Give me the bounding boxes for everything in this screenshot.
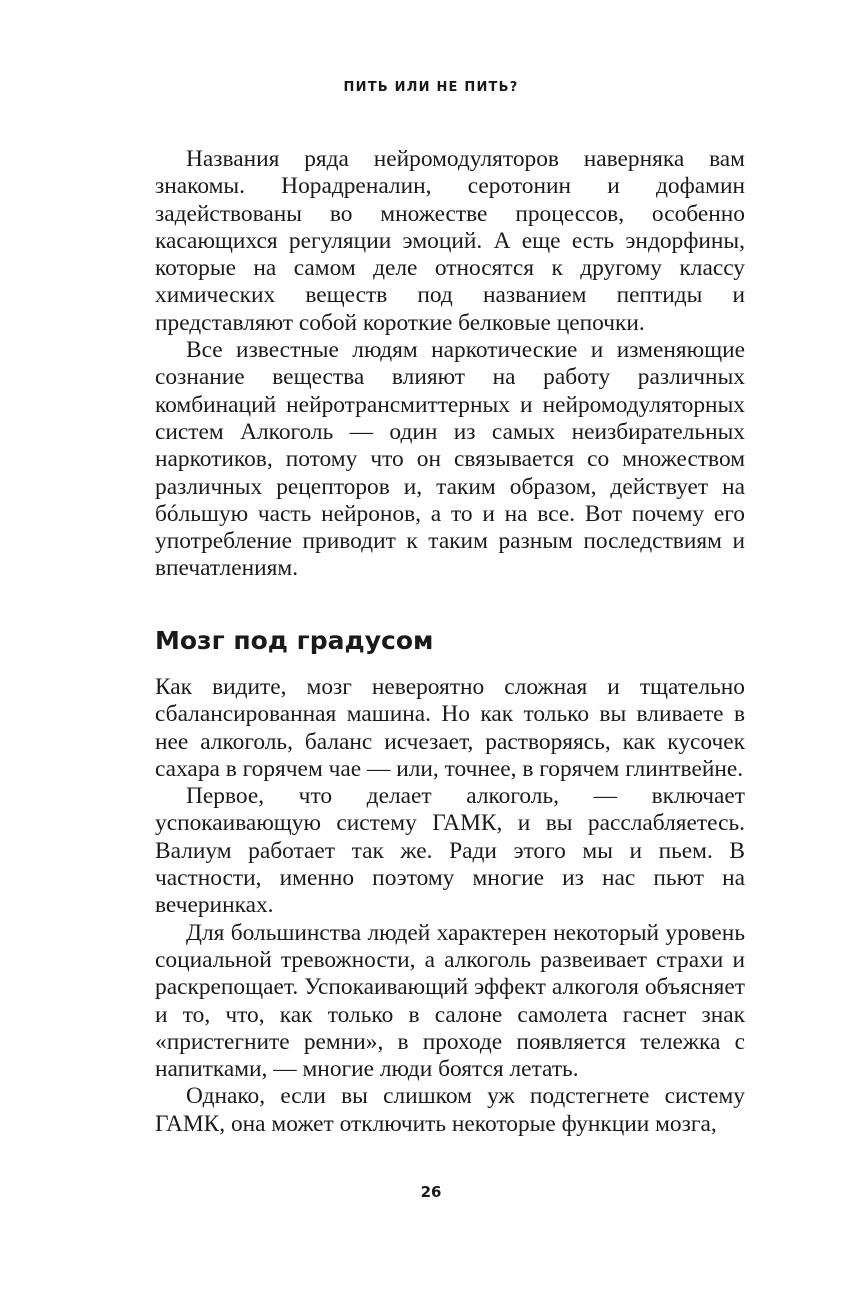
paragraph: Однако, если вы слишком уж подстегнете систему ГАМК, она может отключить некоторые функции мозга, (155, 1083, 745, 1137)
paragraph: Как видите, мозг невероятно сложная и тщательно сбалансированная машина. Но как только вы вливаете в нее алкоголь, баланс исчезает, растворяясь, как кусочек сахара в горячем чае — или, точнее, в горячем глинтвейне. (155, 674, 745, 782)
intro-text-block (155, 146, 745, 583)
paragraph: Первое, что делает алкоголь, — включает успокаивающую систему ГАМК, и вы расслабляетесь. Валиум работает так же. Ради этого мы и пьем. В частности, именно поэтому многие из нас пьют на вечеринках. (155, 783, 745, 919)
page-number: 26 (420, 1183, 442, 1201)
paragraph: Названия ряда нейромодуляторов наверняка вам знакомы. Норадреналин, серотонин и дофамин задействованы во множестве процессов, особенно касающихся регуляции эмоций. А еще есть эндорфины, которые на самом деле относятся к другому классу химических веществ под названием пептиды и представляют собой короткие белковые цепочки. (155, 146, 745, 336)
running-head: ПИТЬ ИЛИ НЕ ПИТЬ? (343, 80, 519, 95)
paragraph: Для большинства людей характерен некоторый уровень социальной тревожности, а алкоголь развеивает страхи и раскрепощает. Успокаивающий эффект алкоголя объясняет и то, что, как только в салоне самолета гаснет знак «пристегните ремни», в проходе появляется тележка с напитками, — многие люди боятся летать. (155, 919, 745, 1083)
paragraph: Все известные людям наркотические и изменяющие сознание вещества влияют на работу различных комбинаций нейротрансмиттерных и нейромодуляторных систем Алкоголь — один из самых неизбирательных наркотиков, потому что он связывается со множеством различных рецепторов и, таким образом, действует на бóльшую часть нейронов, а то и на все. Вот почему его употребление приводит к таким разным последствиям и впечатлениям. (155, 337, 745, 582)
section-heading: Мозг под градусом (155, 626, 434, 655)
section-text-block (155, 674, 745, 1138)
